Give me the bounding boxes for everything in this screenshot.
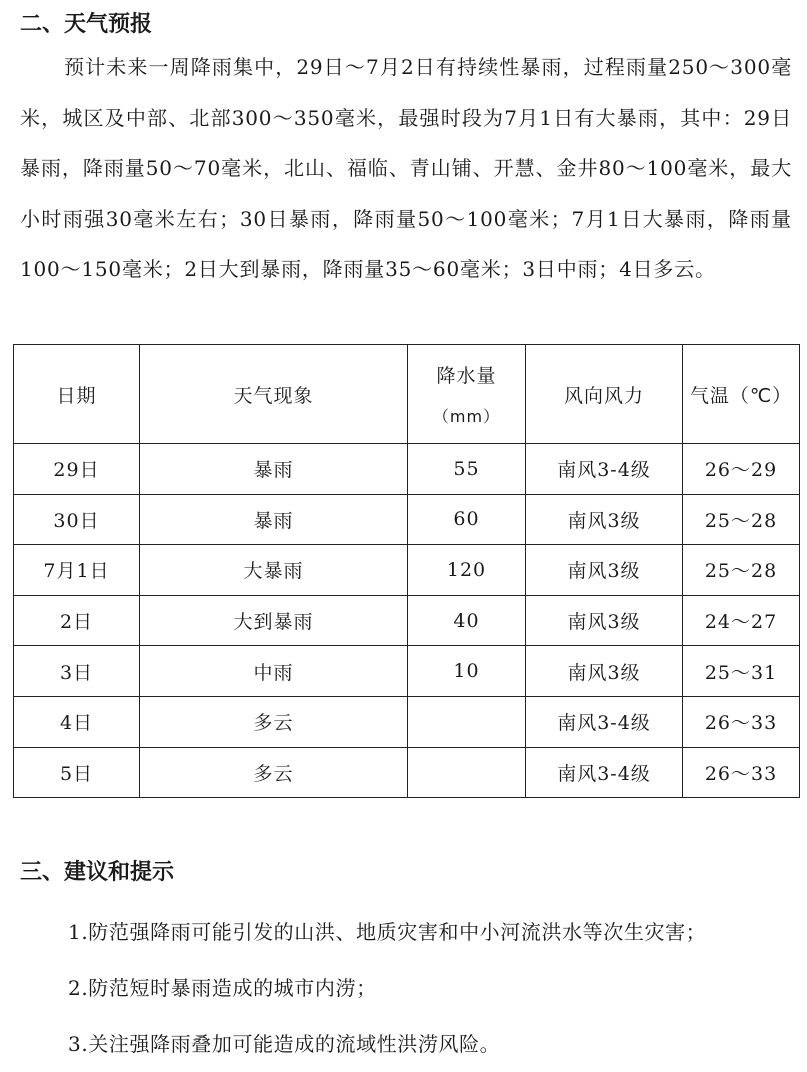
cell-wind: 南风3级 [526, 494, 683, 545]
table-row [14, 494, 800, 545]
cell-date: 5日 [14, 747, 140, 798]
cell-date: 4日 [14, 696, 140, 747]
header-weather: 天气现象 [140, 345, 408, 444]
cell-precip: 120 [408, 545, 526, 596]
cell-wind: 南风3-4级 [526, 747, 683, 798]
list-item: 2.防范短时暴雨造成的城市内涝； [68, 976, 377, 1000]
cell-weather: 大暴雨 [140, 545, 408, 596]
table-header-row [14, 345, 800, 444]
header-precip-label: 降水量 [436, 365, 497, 387]
cell-precip: 40 [408, 595, 526, 646]
cell-temp: 24～27 [683, 595, 800, 646]
table-row [14, 444, 800, 495]
cell-date: 2日 [14, 595, 140, 646]
advice-list [68, 904, 706, 1072]
cell-temp: 26～33 [683, 696, 800, 747]
cell-weather: 大到暴雨 [140, 595, 408, 646]
header-precip-unit: （mm） [432, 407, 501, 426]
header-precip [408, 345, 526, 444]
cell-wind: 南风3-4级 [526, 444, 683, 495]
cell-date: 30日 [14, 494, 140, 545]
cell-weather: 暴雨 [140, 494, 408, 545]
table-row [14, 696, 800, 747]
cell-precip [408, 696, 526, 747]
list-item: 1.防范强降雨可能引发的山洪、地质灾害和中小河流洪水等次生灾害； [68, 920, 707, 944]
cell-weather: 多云 [140, 747, 408, 798]
cell-wind: 南风3级 [526, 646, 683, 697]
cell-wind: 南风3级 [526, 545, 683, 596]
list-item: 3.关注强降雨叠加可能造成的流域性洪涝风险。 [68, 1032, 501, 1056]
cell-temp: 25～28 [683, 494, 800, 545]
cell-temp: 25～28 [683, 545, 800, 596]
table-row [14, 545, 800, 596]
cell-wind: 南风3级 [526, 595, 683, 646]
cell-weather: 暴雨 [140, 444, 408, 495]
cell-date: 7月1日 [14, 545, 140, 596]
cell-date: 29日 [14, 444, 140, 495]
table-row [14, 595, 800, 646]
cell-weather: 中雨 [140, 646, 408, 697]
cell-precip [408, 747, 526, 798]
forecast-table [13, 344, 800, 798]
cell-wind: 南风3-4级 [526, 696, 683, 747]
cell-precip: 55 [408, 444, 526, 495]
section-heading-forecast: 二、天气预报 [20, 12, 153, 37]
header-date: 日期 [14, 345, 140, 444]
section-heading-advice: 三、建议和提示 [20, 860, 175, 885]
cell-date: 3日 [14, 646, 140, 697]
cell-temp: 25～31 [683, 646, 800, 697]
cell-temp: 26～29 [683, 444, 800, 495]
header-wind: 风向风力 [526, 345, 683, 444]
cell-precip: 60 [408, 494, 526, 545]
table-row [14, 646, 800, 697]
cell-weather: 多云 [140, 696, 408, 747]
cell-precip: 10 [408, 646, 526, 697]
cell-temp: 26～33 [683, 747, 800, 798]
header-temp: 气温（℃） [683, 345, 800, 444]
table-row [14, 747, 800, 798]
forecast-paragraph: 预计未来一周降雨集中，29日～7月2日有持续性暴雨，过程雨量250～300毫米，城区及中部、北部300～350毫米，最强时段为7月1日有大暴雨，其中：29日暴雨，降雨量50～70毫米，北山、福临、青山铺、开慧、金井80～100毫米，最大小时雨强30毫米左右；30日暴雨，降雨量50～100毫米；7月1日大暴雨，降雨量100～150毫米；2日大到暴雨，降雨量35～60毫米；3日中雨；4日多云。 [20, 55, 792, 282]
